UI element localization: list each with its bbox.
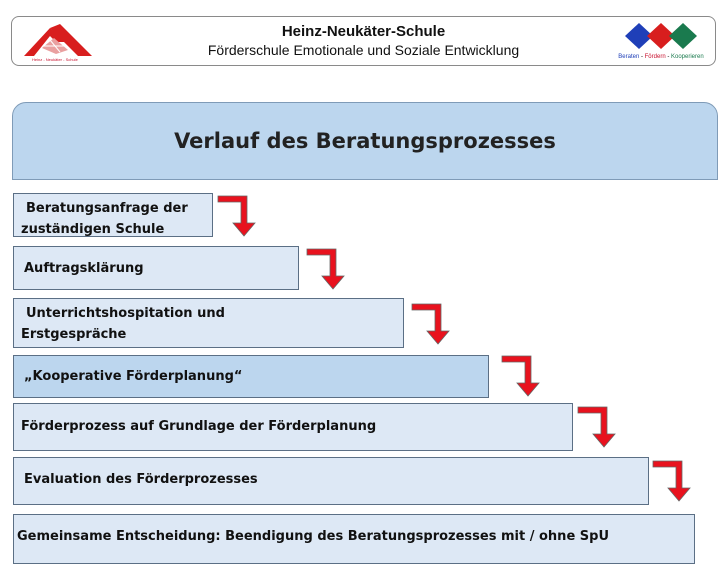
step-5-line-1: Förderprozess auf Grundlage der Förderplanung: [21, 419, 377, 434]
step-6-box: [13, 457, 649, 505]
step-4-line-1: „Kooperative Förderplanung“: [24, 369, 243, 384]
diagram-title: Verlauf des Beratungsprozesses: [174, 129, 556, 153]
step-1-line-2: zuständigen Schule: [21, 222, 165, 237]
motto-text: Beraten - Fördern - Kooperieren: [618, 54, 704, 60]
flow-arrow-5: [576, 405, 622, 451]
step-3-line-1: Unterrichtshospitation und: [26, 306, 225, 321]
flow-arrow-2: [305, 247, 351, 293]
school-name: Heinz-Neukäter-Schule: [281, 23, 446, 40]
motto-beraten: Beraten: [618, 54, 640, 60]
step-4-box: [13, 355, 489, 398]
flow-arrow-1: [216, 194, 262, 240]
step-1-box: [13, 193, 213, 237]
step-7-box: [13, 514, 695, 564]
flow-arrow-6: [651, 459, 697, 505]
motto-kooperieren: Kooperieren: [671, 54, 704, 60]
flow-arrow-3: [410, 302, 456, 348]
step-7-line-1: Gemeinsame Entscheidung: Beendigung des Beratungsprozesses mit / ohne SpU: [17, 529, 610, 544]
diagram-title-box: [12, 102, 718, 180]
step-5-box: [13, 403, 573, 451]
step-2-box: [13, 246, 299, 290]
flow-arrow-4: [500, 354, 546, 400]
motto-logo: [615, 21, 707, 65]
step-3-line-2: Erstgespräche: [21, 327, 127, 342]
step-1-line-1: Beratungsanfrage der: [26, 201, 188, 216]
step-2-line-1: Auftragsklärung: [24, 261, 144, 276]
step-6-line-1: Evaluation des Förderprozesses: [24, 472, 258, 487]
step-3-box: [13, 298, 404, 348]
header-banner: [11, 16, 716, 66]
motto-foerdern: Fördern: [644, 54, 666, 60]
school-logo-text: Heinz - Neukäter - Schule: [32, 57, 78, 62]
school-type: Förderschule Emotionale und Soziale Entwicklung: [207, 42, 520, 58]
